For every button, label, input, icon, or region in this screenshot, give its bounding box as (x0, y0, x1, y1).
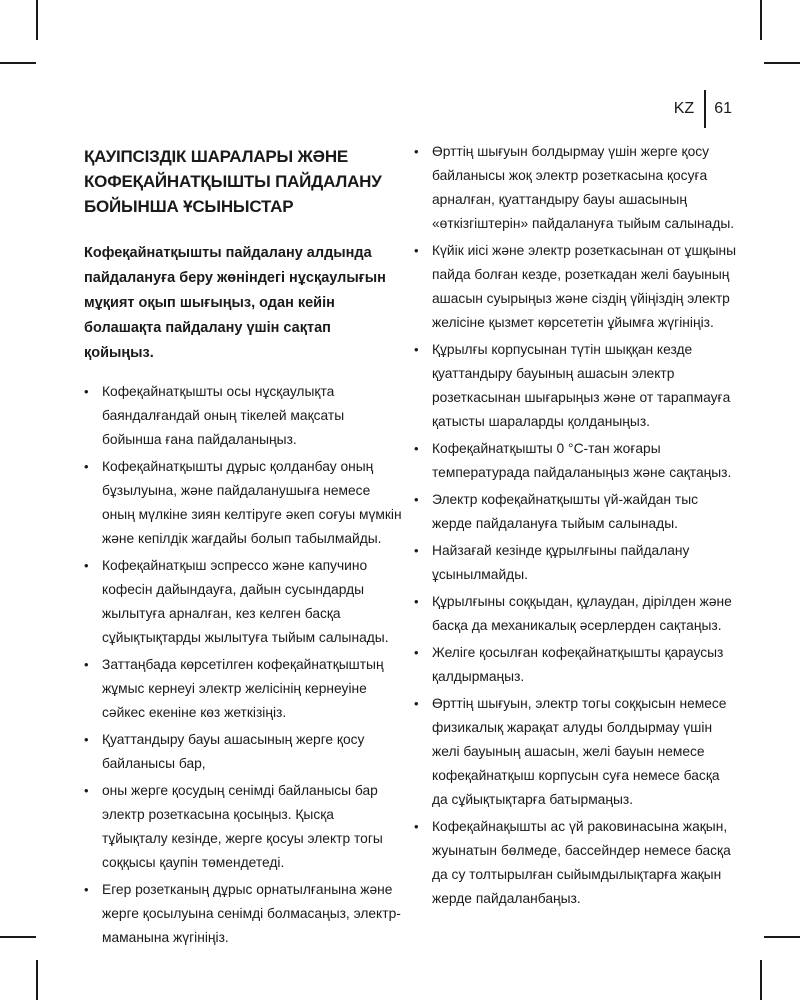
crop-mark (764, 62, 800, 64)
bullet-icon: • (414, 594, 419, 609)
list-item: • Кофеқайнатқышты дұрыс қолданбау оның бұзылуына, және пайдаланушыға немесе оның мүлкіне зиян келтіруге әкеп соғуы мүмкін және кепілдік жағдайы болып табылмайды. (84, 455, 402, 551)
list-item: • Өрттің шығуын, электр тогы соққысын немесе физикалық жарақат алуды болдырмау үшін желі бауының ашасын, желі бауын немесе кофеқайнатқыш корпусын суға немесе басқа да сұйықтықтарға батырмаңыз. (414, 692, 738, 812)
crop-mark (0, 936, 36, 938)
list-item: • Егер розетканың дұрыс орнатылғанына және жерге қосылуына сенімді болмасаңыз, электр-маманына жүгініңіз. (84, 878, 402, 950)
list-item: • Құрылғыны соққыдан, құлаудан, дірілден және басқа да механикалық әсерлерден сақтаңыз. (414, 590, 738, 638)
bullet-icon: • (84, 657, 89, 672)
header-divider (704, 90, 706, 128)
crop-mark (36, 960, 38, 1000)
crop-mark (760, 960, 762, 1000)
bullet-icon: • (84, 384, 89, 399)
bullet-icon: • (84, 882, 89, 897)
list-item: • Кофеқайнатқышты осы нұсқаулықта баяндалғандай оның тікелей мақсаты бойынша ғана пайдаланыңыз. (84, 380, 402, 452)
page-number: 61 (714, 100, 732, 117)
list-item: • Желіге қосылған кофеқайнатқышты қараусыз қалдырмаңыз. (414, 641, 738, 689)
bullet-icon: • (84, 732, 89, 747)
list-item: • Кофеқайнақышты ас үй раковинасына жақын, жуынатын бөлмеде, бассейндер немесе басқа да су толтырылған сыйымдылықтарға жақын жерде пайдаланбаңыз. (414, 815, 738, 911)
list-item: • Электр кофеқайнатқышты үй-жайдан тыс жерде пайдалануға тыйым салынады. (414, 488, 738, 536)
section-title: ҚАУІПСІЗДІК ШАРАЛАРЫ ЖӘНЕ КОФЕҚАЙНАТҚЫШТЫ ПАЙДАЛАНУ БОЙЫНША ҰСЫНЫСТАР (84, 147, 382, 216)
safety-list-left (84, 380, 402, 950)
language-code: KZ (673, 100, 695, 117)
crop-mark (764, 936, 800, 938)
page-header (674, 90, 732, 128)
list-item: • Заттаңбада көрсетілген кофеқайнатқыштың жұмыс кернеуі электр желісінің кернеуіне сәйкес екеніне көз жеткізіңіз. (84, 653, 402, 725)
crop-mark (36, 0, 38, 40)
bullet-icon: • (84, 783, 89, 798)
bullet-icon: • (84, 459, 89, 474)
crop-mark (760, 0, 762, 40)
bullet-icon: • (414, 696, 419, 711)
bullet-icon: • (84, 558, 89, 573)
list-item: • Кофеқайнатқышты 0 °С-тан жоғары температурада пайдаланыңыз және сақтаңыз. (414, 437, 738, 485)
right-column (414, 140, 738, 914)
list-item: • Кофеқайнатқыш эспрессо және капучино кофесін дайындауға, дайын сусындарды жылытуға арналған, кез келген басқа сұйықтықтарды жылытуға тыйым салынады. (84, 554, 402, 650)
bullet-icon: • (414, 342, 419, 357)
list-item: • Өрттің шығуын болдырмау үшін жерге қосу байланысы жоқ электр розеткасына қосуға арналған, қуаттандыру бауы ашасының «өткізгіштерін» пайдалануға тыйым салынады. (414, 140, 738, 236)
bullet-icon: • (414, 819, 419, 834)
crop-mark (0, 62, 36, 64)
list-item: • Қуаттандыру бауы ашасының жерге қосу байланысы бар, (84, 728, 402, 776)
list-item: • Күйік иісі және электр розеткасынан от ұшқыны пайда болған кезде, розеткадан желі бауының ашасын суырыңыз және сіздің үйіңіздің электр желісіне қызмет көрсететін ұйымға жүгініңіз. (414, 239, 738, 335)
bullet-icon: • (414, 441, 419, 456)
list-item: • Найзағай кезінде құрылғыны пайдалану ұсынылмайды. (414, 539, 738, 587)
safety-list-right (414, 140, 738, 911)
list-item: • Құрылғы корпусынан түтін шыққан кезде қуаттандыру бауының ашасын электр розеткасынан шығарыңыз және от тарапмауға қатысты шараларды қолданыңыз. (414, 338, 738, 434)
bullet-icon: • (414, 492, 419, 507)
list-item: • оны жерге қосудың сенімді байланысы бар электр розеткасына қосыңыз. Қысқа тұйықталу кезінде, жерге қосуы электр тогы соққысы қаупін төмендетеді. (84, 779, 402, 875)
left-column (84, 140, 402, 953)
bullet-icon: • (414, 543, 419, 558)
bullet-icon: • (414, 645, 419, 660)
bullet-icon: • (414, 144, 419, 159)
bullet-icon: • (414, 243, 419, 258)
intro-paragraph: Кофеқайнатқышты пайдалану алдында пайдалануға беру жөніндегі нұсқаулығын мұқият оқып шығыңыз, одан кейін болашақта пайдалану үшін сақтап қойыңыз. (84, 245, 386, 361)
